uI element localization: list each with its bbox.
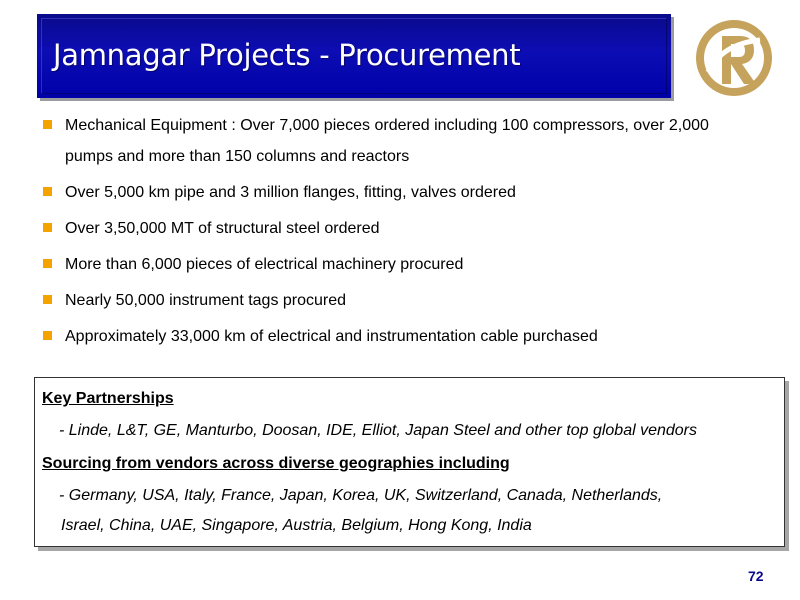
title-bar (37, 14, 671, 98)
bullet-text: Over 3,50,000 MT of structural steel ordered (65, 220, 380, 237)
sourcing-heading: Sourcing from vendors across diverse geographies including (42, 455, 510, 472)
bullet-item (43, 321, 793, 352)
page-number: 72 (748, 568, 764, 584)
orange-square-bullet-icon (43, 295, 52, 304)
key-partnerships-list: - Linde, L&T, GE, Manturbo, Doosan, IDE, Elliot, Japan Steel and other top global vendors (59, 422, 698, 439)
bullet-list (43, 110, 793, 357)
bullet-item (43, 285, 793, 316)
orange-square-bullet-icon (43, 187, 52, 196)
bullet-text: Mechanical Equipment : Over 7,000 pieces ordered including 100 compressors, over 2,000 (65, 117, 709, 134)
orange-square-bullet-icon (43, 259, 52, 268)
slide-title: Jamnagar Projects - Procurement (53, 38, 521, 72)
bullet-text: More than 6,000 pieces of electrical machinery procured (65, 256, 464, 273)
bullet-text: Nearly 50,000 instrument tags procured (65, 292, 347, 309)
bullet-item (43, 177, 793, 208)
partnerships-box (34, 377, 785, 547)
bullet-text-continued: pumps and more than 150 columns and reactors (65, 148, 410, 165)
bullet-item (43, 110, 793, 172)
sourcing-countries-list-continued: Israel, China, UAE, Singapore, Austria, Belgium, Hong Kong, India (61, 517, 532, 534)
sourcing-countries-list: - Germany, USA, Italy, France, Japan, Korea, UK, Switzerland, Canada, Netherlands, (59, 487, 663, 504)
orange-square-bullet-icon (43, 120, 52, 129)
bullet-item (43, 249, 793, 280)
key-partnerships-heading: Key Partnerships (42, 390, 174, 407)
bullet-item (43, 213, 793, 244)
bullet-text: Approximately 33,000 km of electrical and instrumentation cable purchased (65, 328, 598, 345)
bullet-text: Over 5,000 km pipe and 3 million flanges, fitting, valves ordered (65, 184, 516, 201)
orange-square-bullet-icon (43, 331, 52, 340)
reliance-logo-icon (682, 14, 786, 100)
orange-square-bullet-icon (43, 223, 52, 232)
